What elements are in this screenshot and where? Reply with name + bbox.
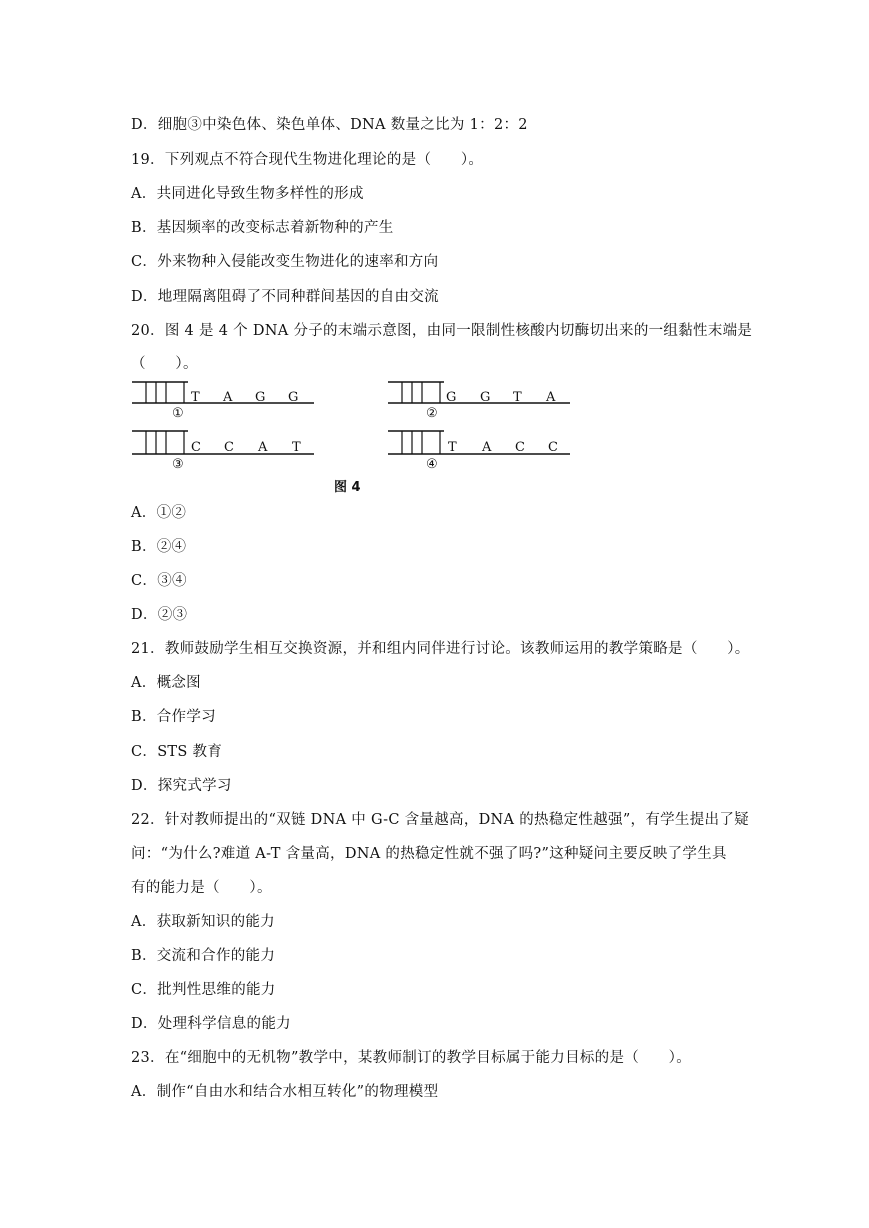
base-3-4: T bbox=[292, 440, 301, 455]
end-label-4: ④ bbox=[426, 457, 438, 472]
base-2-3: T bbox=[513, 390, 522, 405]
option-a-19: A．共同进化导致生物多样性的形成 bbox=[131, 186, 364, 202]
question-22-line1: 22．针对教师提出的“双链 DNA 中 G-C 含量越高，DNA 的热稳定性越强”，有学生提出了疑 bbox=[131, 812, 749, 828]
question-23: 23．在“细胞中的无机物”教学中，某教师制订的教学目标属于能力目标的是（ ）。 bbox=[131, 1050, 692, 1066]
question-19: 19．下列观点不符合现代生物进化理论的是（ ）。 bbox=[131, 152, 484, 168]
question-21: 21．教师鼓励学生相互交换资源，并和组内同伴进行讨论。该教师运用的教学策略是（ ）。 bbox=[131, 641, 750, 657]
base-2-2: G bbox=[480, 390, 491, 405]
option-c-19: C．外来物种入侵能改变生物进化的速率和方向 bbox=[131, 254, 439, 270]
option-b-19: B．基因频率的改变标志着新物种的产生 bbox=[131, 220, 394, 236]
dna-end-1 bbox=[132, 382, 314, 421]
option-a-20: A．①② bbox=[131, 505, 187, 521]
end-label-1: ① bbox=[172, 406, 184, 421]
end-label-2: ② bbox=[426, 406, 438, 421]
base-3-2: C bbox=[224, 440, 234, 455]
question-22-line3: 有的能力是（ ）。 bbox=[131, 880, 272, 896]
option-d-22: D．处理科学信息的能力 bbox=[131, 1016, 291, 1032]
question-20-line2: （ ）。 bbox=[131, 356, 198, 372]
option-c-22: C．批判性思维的能力 bbox=[131, 982, 276, 998]
base-1-1: T bbox=[191, 390, 200, 405]
base-3-3: A bbox=[258, 440, 268, 455]
figure-4 bbox=[128, 376, 578, 496]
end-label-3: ③ bbox=[172, 457, 184, 472]
base-3-1: C bbox=[191, 440, 201, 455]
base-1-4: G bbox=[288, 390, 299, 405]
option-b-22: B．交流和合作的能力 bbox=[131, 948, 276, 964]
option-a-22: A．获取新知识的能力 bbox=[131, 914, 275, 930]
dna-end-4 bbox=[388, 431, 570, 472]
base-1-3: G bbox=[255, 390, 266, 405]
option-a-21: A．概念图 bbox=[131, 675, 201, 691]
dna-end-2 bbox=[388, 382, 570, 421]
option-d-20: D．②③ bbox=[131, 607, 188, 623]
figure-caption: 图 4 bbox=[334, 480, 361, 495]
base-4-1: T bbox=[448, 440, 457, 455]
option-d-18: D．细胞③中染色体、染色单体、DNA 数量之比为 1：2：2 bbox=[131, 117, 528, 133]
option-c-21: C．STS 教育 bbox=[131, 744, 223, 760]
option-b-20: B．②④ bbox=[131, 539, 187, 555]
option-b-21: B．合作学习 bbox=[131, 709, 216, 725]
base-4-4: C bbox=[548, 440, 558, 455]
option-d-19: D．地理隔离阻碍了不同种群间基因的自由交流 bbox=[131, 289, 439, 305]
base-4-3: C bbox=[515, 440, 525, 455]
question-20-line1: 20．图 4 是 4 个 DNA 分子的末端示意图，由同一限制性核酸内切酶切出来的一组黏性末端是 bbox=[131, 323, 753, 339]
dna-end-3 bbox=[132, 431, 314, 472]
question-22-line2: 问：“为什么?难道 A-T 含量高，DNA 的热稳定性就不强了吗?”这种疑问主要反映了学生具 bbox=[131, 846, 727, 862]
base-2-4: A bbox=[546, 390, 556, 405]
option-a-23: A．制作“自由水和结合水相互转化”的物理模型 bbox=[131, 1084, 439, 1100]
option-c-20: C．③④ bbox=[131, 573, 187, 589]
option-d-21: D．探究式学习 bbox=[131, 778, 232, 794]
base-2-1: G bbox=[446, 390, 457, 405]
base-4-2: A bbox=[482, 440, 492, 455]
base-1-2: A bbox=[223, 390, 233, 405]
